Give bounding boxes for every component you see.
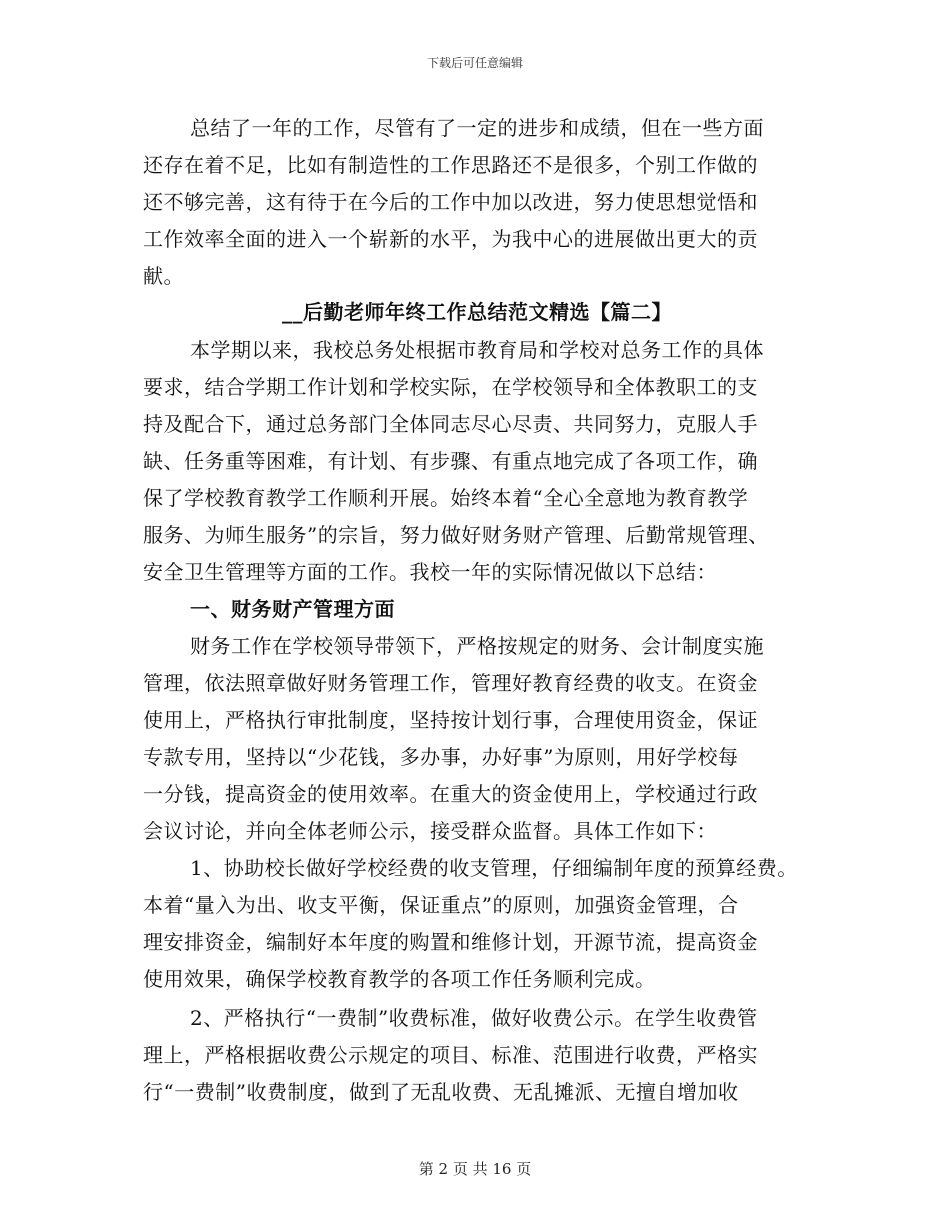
paragraph-line: 管理，依法照章做好财务管理工作，管理好教育经费的收支。在资金 xyxy=(143,671,758,695)
paragraph-line: 要求，结合学期工作计划和学校实际，在学校领导和全体教职工的支 xyxy=(143,375,758,399)
paragraph-line: 本学期以来，我校总务处根据市教育局和学校对总务工作的具体 xyxy=(190,338,764,362)
section-heading: 一、财务财产管理方面 xyxy=(190,597,395,621)
paragraph-line: 会议讨论，并向全体老师公示，接受群众监督。具体工作如下： xyxy=(143,819,717,843)
paragraph-line: 持及配合下，通过总务部门全体同志尽心尽责、共同努力，克服人手 xyxy=(143,412,758,436)
header-note: 下载后可任意编辑 xyxy=(426,56,523,70)
paragraph-line: 财务工作在学校领导带领下，严格按规定的财务、会计制度实施 xyxy=(190,634,764,658)
paragraph-line: 专款专用，坚持以“少花钱，多办事，办好事”为原则，用好学校每 xyxy=(143,745,739,769)
paragraph-line: 一分钱，提高资金的使用效率。在重大的资金使用上，学校通过行政 xyxy=(143,782,758,806)
paragraph-line: 使用上，严格执行审批制度，坚持按计划行事，合理使用资金，保证 xyxy=(143,708,758,732)
paragraph-line: 还不够完善，这有待于在今后的工作中加以改进，努力使思想觉悟和 xyxy=(143,190,758,214)
paragraph-line: 行“一费制”收费制度，做到了无乱收费、无乱摊派、无擅自增加收 xyxy=(143,1080,739,1104)
paragraph-line: 理上，严格根据收费公示规定的项目、标准、范围进行收费，严格实 xyxy=(143,1043,758,1067)
paragraph-line: 服务、为师生服务”的宗旨，努力做好财务财产管理、后勤常规管理、 xyxy=(143,523,769,547)
paragraph-line: 总结了一年的工作，尽管有了一定的进步和成绩，但在一些方面 xyxy=(190,116,764,140)
page-number: 第 2 页 共 16 页 xyxy=(418,1160,532,1178)
section-title: __后勤老师年终工作总结范文精选【篇二】 xyxy=(282,300,672,324)
paragraph-line: 还存在着不足，比如有制造性的工作思路还不是很多，个别工作做的 xyxy=(143,153,758,177)
paragraph-line: 1、协助校长做好学校经费的收支管理，仔细编制年度的预算经费。 xyxy=(190,856,798,880)
paragraph-line: 使用效果，确保学校教育教学的各项工作任务顺利完成。 xyxy=(143,967,656,991)
paragraph-line: 理安排资金，编制好本年度的购置和维修计划，开源节流，提高资金 xyxy=(143,930,758,954)
paragraph-line: 2、严格执行“一费制”收费标准，做好收费公示。在学生收费管 xyxy=(190,1006,758,1030)
paragraph-line: 安全卫生管理等方面的工作。我校一年的实际情况做以下总结： xyxy=(143,560,717,584)
paragraph-line: 献。 xyxy=(143,264,184,288)
paragraph-line: 工作效率全面的进入一个崭新的水平，为我中心的进展做出更大的贡 xyxy=(143,227,758,251)
paragraph-line: 缺、任务重等困难，有计划、有步骤、有重点地完成了各项工作，确 xyxy=(143,449,758,473)
paragraph-line: 本着“量入为出、收支平衡，保证重点”的原则，加强资金管理，合 xyxy=(143,893,739,917)
paragraph-line: 保了学校教育教学工作顺利开展。始终本着“全心全意地为教育教学 xyxy=(143,486,749,510)
